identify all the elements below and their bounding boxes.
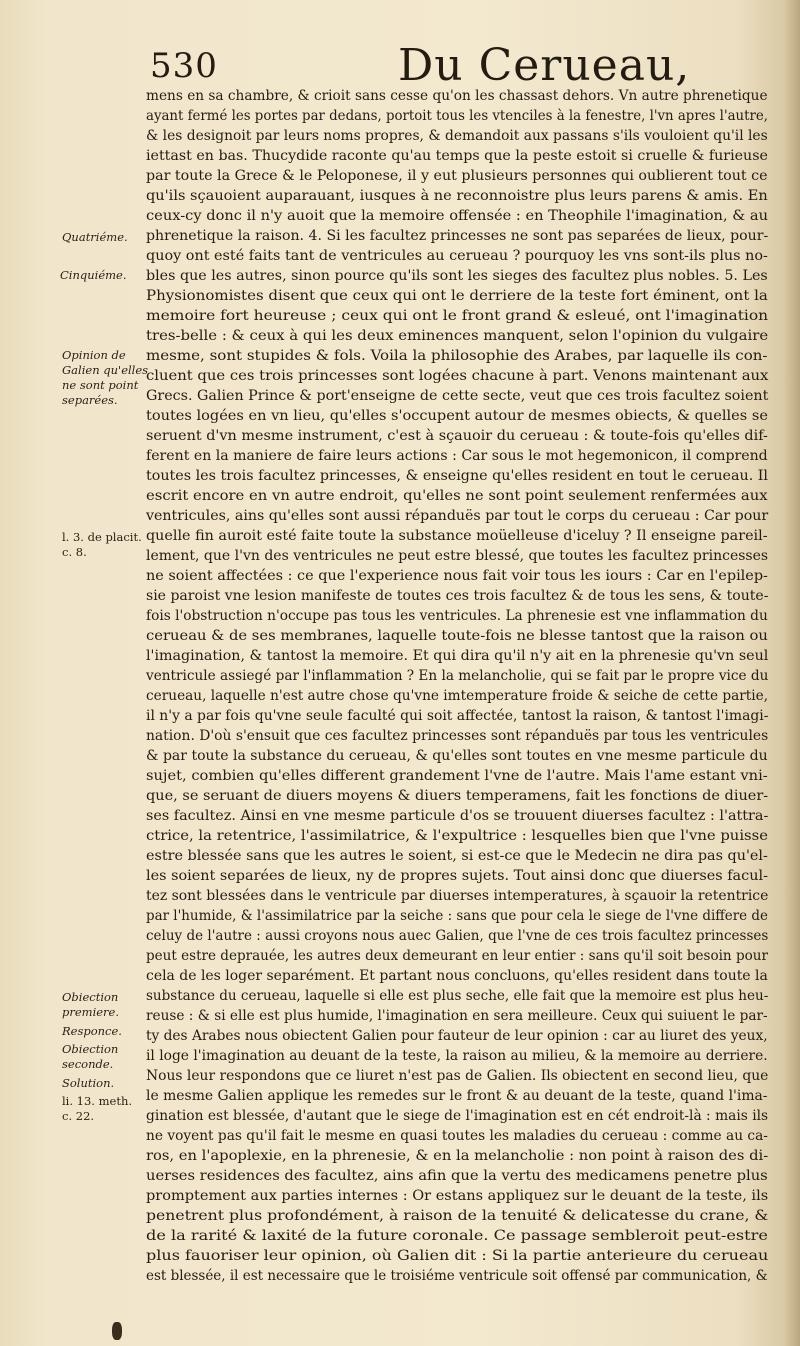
- text-line: Physionomistes disent que ceux qui ont le derriere de la teste fort éminent, ont la: [146, 288, 768, 304]
- text-line: sie paroist vne lesion manifeste de toutes ces trois facultez & de tous les sens, & toute-: [146, 588, 769, 604]
- text-line: tres-belle : & ceux à qui les deux eminences manquent, selon l'opinion du vulgaire: [146, 328, 769, 344]
- margin-note-solution: Solution.: [62, 1076, 115, 1090]
- text-line: penetrent plus profondément, à raison de la tenuité & delicatesse du crane, &: [146, 1208, 769, 1224]
- text-line: celuy de l'autre : aussi croyons nous auec Galien, que l'vne de ces trois facultez princesses: [146, 928, 769, 944]
- margin-note-quatrieme: Quatriéme.: [62, 230, 128, 244]
- text-line: est blessée, il est necessaire que le troisiéme ventricule soit offensé par communication, &: [146, 1268, 768, 1284]
- text-line: ferent en la maniere de faire leurs actions : Car sous le mot hegemonicon, il comprend: [146, 448, 768, 464]
- text-line: de la rarité & laxité de la future coronale. Ce passage sembleroit peut-estre: [146, 1228, 768, 1244]
- margin-note-placit: l. 3. de placit. c. 8.: [62, 530, 142, 559]
- text-line: plus fauoriser leur opinion, où Galien dit : Si la partie anterieure du cerueau: [146, 1248, 769, 1264]
- running-title: Du Cerueau,: [398, 40, 691, 91]
- text-line: l'imagination, & tantost la memoire. Et qui dira qu'il n'y ait en la phrenesie qu'vn seul: [146, 648, 769, 664]
- text-line: fois l'obstruction n'occupe pas tous les ventricules. La phrenesie est vne inflammation du: [146, 608, 768, 624]
- text-line: ros, en l'apoplexie, en la phrenesie, & en la melancholie : non point à raison des di-: [146, 1148, 769, 1164]
- page-number: 530: [150, 46, 218, 86]
- text-line: cerueau & de ses membranes, laquelle toute-fois ne blesse tantost que la raison ou: [146, 628, 768, 644]
- text-line: phrenetique la raison. 4. Si les facultez princesses ne sont pas separées de lieux, pour-: [146, 228, 769, 244]
- margin-note-obiection-premiere: Obiection premiere.: [62, 990, 120, 1019]
- text-line: par toute la Grece & le Peloponese, il y eut plusieurs personnes qui oublierent tout ce: [146, 168, 768, 184]
- text-line: les soient separées de lieux, ny de propres sujets. Tout ainsi donc que diuerses facul-: [146, 868, 768, 884]
- text-line: estre blessée sans que les autres le soient, si est-ce que le Medecin ne dira pas qu'el-: [146, 848, 768, 864]
- text-line: tez sont blessées dans le ventricule par diuerses intemperatures, à sçauoir la retentrice: [146, 888, 769, 904]
- text-line: gination est blessée, d'autant que le siege de l'imagination est en cét endroit-là : mais ils: [146, 1108, 769, 1124]
- text-line: le mesme Galien applique les remedes sur le front & au deuant de la teste, quand l'ima-: [146, 1088, 768, 1104]
- page-header: [150, 40, 790, 91]
- text-line: lement, que l'vn des ventricules ne peut estre blessé, que toutes les facultez princesses: [146, 548, 769, 564]
- text-line: quelle fin auroit esté faite toute la substance moüelleuse d'iceluy ? Il enseigne pareil-: [146, 528, 768, 544]
- text-line: ventricule assiegé par l'inflammation ? En la melancholie, qui se fait par le propre vice du: [146, 668, 769, 684]
- text-line: il n'y a par fois qu'vne seule faculté qui soit affectée, tantost la raison, & tantost l'imagi-: [146, 708, 769, 724]
- text-line: toutes logées en vn lieu, qu'elles s'occupent autour de mesmes obiects, & quelles se: [146, 408, 768, 424]
- text-line: ne soient affectées : ce que l'experience nous fait voir tous les iours : Car en l'epilep-: [146, 568, 768, 584]
- text-line: ne voyent pas qu'il fait le mesme en quasi toutes les maladies du cerueau : comme au ca-: [146, 1128, 768, 1144]
- text-line: iettast en bas. Thucydide raconte qu'au temps que la peste estoit si cruelle & furieuse: [146, 148, 768, 164]
- text-line: qu'ils sçauoient auparauant, iusques à ne reconnoistre plus leurs parens & amis. En: [146, 188, 768, 204]
- text-line: promptement aux parties internes : Or estans appliquez sur le deuant de la teste, ils: [146, 1188, 769, 1204]
- margin-note-responce: Responce.: [62, 1024, 122, 1038]
- text-line: escrit encore en vn autre endroit, qu'elles ne sont point seulement renfermées aux: [146, 488, 768, 504]
- text-line: cela de les loger separément. Et partant nous concluons, qu'elles resident dans toute la: [146, 968, 768, 984]
- text-line: substance du cerueau, laquelle si elle est plus seche, elle fait que la memoire est plus heu-: [146, 988, 769, 1004]
- text-line: ctrice, la retentrice, l'assimilatrice, & l'expultrice : lesquelles bien que l'vne puisse: [146, 828, 768, 844]
- text-line: & par toute la substance du cerueau, & qu'elles sont toutes en vne mesme particule du: [146, 748, 768, 764]
- text-line: cerueau, laquelle n'est autre chose qu'vne imtemperature froide & seiche de cette partie,: [146, 688, 769, 704]
- text-line: ayant fermé les portes par dedans, portoit tous les vtenciles à la fenestre, l'vn apres l'autre,: [146, 108, 768, 124]
- text-line: seruent d'vn mesme instrument, c'est à sçauoir du cerueau : & toute-fois qu'elles dif-: [146, 428, 768, 444]
- text-line: Nous leur respondons que ce liuret n'est pas de Galien. Ils obiectent en second lieu, que: [146, 1068, 769, 1084]
- text-line: mesme, sont stupides & fols. Voila la philosophie des Arabes, par laquelle ils con-: [146, 348, 768, 364]
- text-line: uerses residences des facultez, ains afin que la vertu des medicamens penetre plus: [146, 1168, 768, 1184]
- text-line: reuse : & si elle est plus humide, l'imagination en sera meilleure. Ceux qui suiuent le par-: [146, 1008, 768, 1024]
- text-line: toutes les trois facultez princesses, & enseigne qu'elles resident en tout le cerueau. Il: [146, 468, 769, 484]
- text-line: memoire fort heureuse ; ceux qui ont le front grand & esleué, ont l'imagination: [146, 308, 769, 324]
- text-line: par l'humide, & l'assimilatrice par la seiche : sans que pour cela le siege de l'vne differe de: [146, 908, 768, 924]
- text-line: & les designoit par leurs noms propres, & demandoit aux passans s'ils vouloient qu'il les: [146, 128, 768, 144]
- text-line: peut estre deprauée, les autres deux demeurant en leur entier : sans qu'il soit besoin pour: [146, 948, 768, 964]
- margin-note-obiection-seconde: Obiection seconde.: [62, 1042, 119, 1071]
- text-line: cluent que ces trois princesses sont logées chacune à part. Venons maintenant aux: [146, 368, 769, 384]
- margin-note-meth: li. 13. meth. c. 22.: [62, 1094, 133, 1123]
- text-line: ty des Arabes nous obiectent Galien pour fauteur de leur opinion : car au liuret des yeux,: [146, 1028, 768, 1044]
- text-line: ceux-cy donc il n'y auoit que la memoire offensée : en Theophile l'imagination, & au: [146, 208, 769, 224]
- text-line: nation. D'où s'ensuit que ces facultez princesses sont répanduës par tous les ventricules: [146, 728, 769, 744]
- text-line: quoy ont esté faits tant de ventricules au cerueau ? pourquoy les vns sont-ils plus no-: [146, 248, 768, 264]
- margin-note-cinquieme: Cinquiéme.: [60, 268, 127, 282]
- margin-note-opinion-galien: Opinion de Galien qu'elles ne sont point separées.: [62, 348, 149, 407]
- text-line: mens en sa chambre, & crioit sans cesse qu'on les chassast dehors. Vn autre phrenetique: [146, 88, 768, 104]
- text-line: sujet, combien qu'elles different grandement l'vne de l'autre. Mais l'ame estant vni-: [146, 768, 768, 784]
- text-line: bles que les autres, sinon pource qu'ils sont les sieges des facultez plus nobles. 5. Les: [146, 268, 768, 284]
- text-line: ses facultez. Ainsi en vne mesme particule d'os se trouuent diuerses facultez : l'attra-: [146, 808, 769, 824]
- text-line: que, se seruant de diuers moyens & diuers temperamens, fait les fonctions de diuer-: [146, 788, 769, 804]
- text-line: Grecs. Galien Prince & port'enseigne de cette secte, veut que ces trois facultez soient: [146, 388, 769, 404]
- text-line: ventricules, ains qu'elles sont aussi répanduës par tout le corps du cerueau : Car pour: [146, 508, 769, 524]
- text-line: il loge l'imagination au deuant de la teste, la raison au milieu, & la memoire au derriere.: [146, 1048, 768, 1064]
- ink-stain: [112, 1322, 122, 1340]
